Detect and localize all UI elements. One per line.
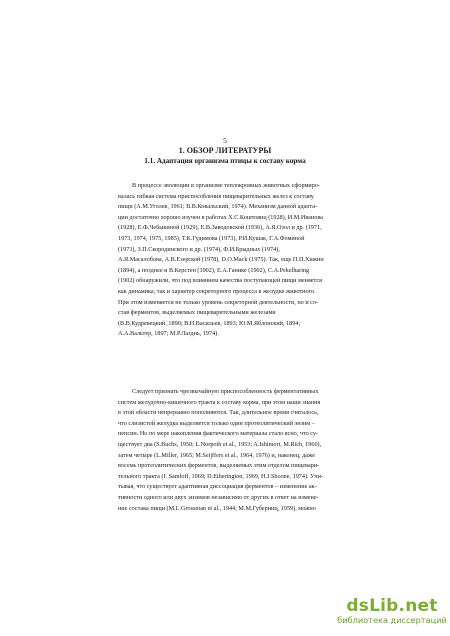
text-line: пепсин. Но по мере накопления фактического материала стало ясно, что су- (118, 430, 319, 438)
watermark-logo: dsLib.net (346, 596, 438, 616)
text-line: пищи (А.М.Уголев, 1961; В.В.Ковальский, 1974). Механизм данной адапта- (118, 203, 318, 211)
text-line: (1928), Е.Ф.Чебыкиной (1929), Е.В.Заводовской (1936), А.Я.Озол и др. (1971, (118, 224, 322, 232)
watermark-subtitle: библиотека диссертаций (337, 615, 447, 625)
text-line: что слизистой желудка выделяется только один протеолитический энзим – (118, 419, 315, 427)
text-line: ции достаточно хорошо изучен в работах Х.С.Коштоянц (1928), И.М.Иванова (118, 213, 323, 221)
text-line: ние состава пищи (M.L.Grossman et al., 1944; М.М.Губерниц, 1959), можно (118, 504, 316, 512)
page-number: 5 (223, 136, 227, 145)
paragraph-2 (118, 387, 364, 514)
text-line: ществует два (S.Buchs, 1950; L.Norpoth et al., 1953; A.Ishimori, M.Rich, 1960), (118, 440, 322, 448)
text-line: восемь протеолитических ферментов, выделяемых этим отделом пищевари- (118, 462, 320, 470)
text-line: Следует признать чрезвычайную приспособленность ферментативных (132, 388, 319, 395)
text-line: тивности одного или двух энзимов независимо от других в ответ на измене- (118, 493, 319, 501)
text-line: В процессе эволюции в организме теплокровных животных сформиро- (132, 182, 320, 189)
text-line: При этом изменяется не только уровень секреторной деятельности, но и со- (118, 298, 319, 306)
paragraph-1 (118, 181, 364, 340)
text-line: (1894), а позднее и В.Керстен (1902), Е.А.Ганике (1902), С.А.Pekelharing (118, 266, 310, 274)
text-line: затем четыре (L.Miller, 1965; M.Seijffers et al., 1964, 1976) и, наконец, даже (118, 451, 315, 459)
text-line: 1973, 1974, 1975, 1985), Т.К.Гудимова (1973), Р.И.Кушак, Г.А.Фоминой (118, 234, 305, 242)
text-line: А.А.Вальтер, 1897; М.Р.Лазднь, 1974). (118, 330, 219, 338)
section-title: 1.1. Адаптация организма птицы к составу корма (144, 157, 306, 165)
chapter-title: 1. ОБЗОР ЛИТЕРАТУРЫ (178, 146, 272, 155)
text-line: систем желудочно-кишечного тракта к составу корма, при этом наши знания (118, 398, 321, 406)
text-line: (1973), З.П.Скородинского и др. (1974), Ф.И.Брыдных (1974), (118, 245, 280, 253)
text-line: А.Я.Масалобова, А.В.Езерской (1978), D.O.Mack (1975). Так, еще П.П.Хижин (118, 256, 324, 264)
text-line: (В.В.Кудревецкий, 1890; В.Н.Васильев, 1893; Ю.М.Яблонский, 1894; (118, 319, 301, 327)
text-line: тельного тракта (I. Samloff, 1969; D.Etherington, 1969, H.J.Shoone, 1974). Учи- (118, 472, 323, 480)
text-line: тывая, что существует адаптивная диссоциация ферментов – изменение ак- (118, 483, 317, 491)
text-line: (1902) обнаружили, что под влиянием качества поступающей пищи меняется (118, 277, 322, 285)
text-line: как динамика, так и характер секреторного процесса в желудке животного. (118, 287, 316, 295)
watermark (336, 597, 448, 625)
text-line: в этой области непрерывно пополняются. Так, длительное время считалось, (118, 409, 319, 417)
text-line: став ферментов, выделяемых пищеварительными железами (118, 309, 276, 317)
text-line: валась гибкая система приспособления пищеварительных желез к составу (118, 192, 314, 200)
